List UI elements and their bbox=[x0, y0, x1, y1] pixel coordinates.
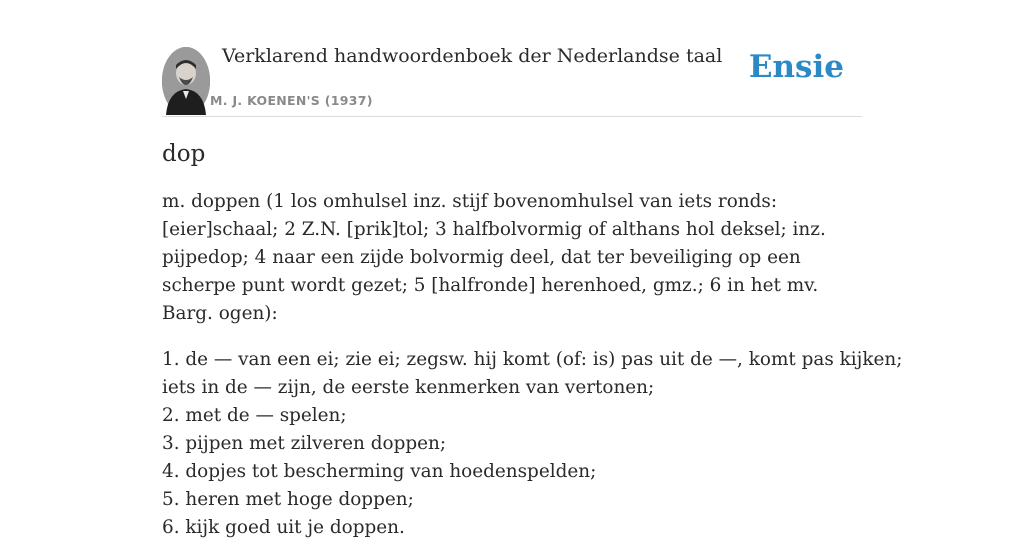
book-title: Verklarend handwoordenboek der Nederlandse taal bbox=[222, 45, 723, 67]
book-author: M. J. KOENEN'S (1937) bbox=[210, 93, 373, 108]
portrait-icon bbox=[162, 47, 210, 115]
examples-list bbox=[162, 346, 903, 542]
dictionary-entry bbox=[162, 138, 903, 542]
example-line: 4. dopjes tot bescherming van hoedenspelden; bbox=[162, 461, 597, 482]
example-line: 5. heren met hoge doppen; bbox=[162, 489, 414, 510]
definition: m. doppen (1 los omhulsel inz. stijf bovenomhulsel van iets ronds: [eier]schaal; 2 Z.N. [prik]tol; 3 halfbolvormig of althans hol deksel; inz. pijpedop; 4 naar een zijde bolvormig deel, dat ter beveiliging op een scherpe punt wordt gezet; 5 [halfronde] herenhoed, gmz.; 6 in het mv. Barg. ogen): bbox=[162, 191, 826, 324]
headword: dop bbox=[162, 141, 206, 167]
example-line: iets in de — zijn, de eerste kenmerken van vertonen; bbox=[162, 377, 655, 398]
author-portrait bbox=[162, 47, 210, 115]
example-line: 1. de — van een ei; zie ei; zegsw. hij komt (of: is) pas uit de —, komt pas kijken; bbox=[162, 349, 903, 370]
dictionary-header bbox=[162, 44, 862, 117]
example-line: 2. met de — spelen; bbox=[162, 405, 347, 426]
example-line: 3. pijpen met zilveren doppen; bbox=[162, 433, 447, 454]
brand-logo-link[interactable]: Ensie bbox=[748, 49, 844, 85]
example-line: 6. kijk goed uit je doppen. bbox=[162, 517, 405, 538]
